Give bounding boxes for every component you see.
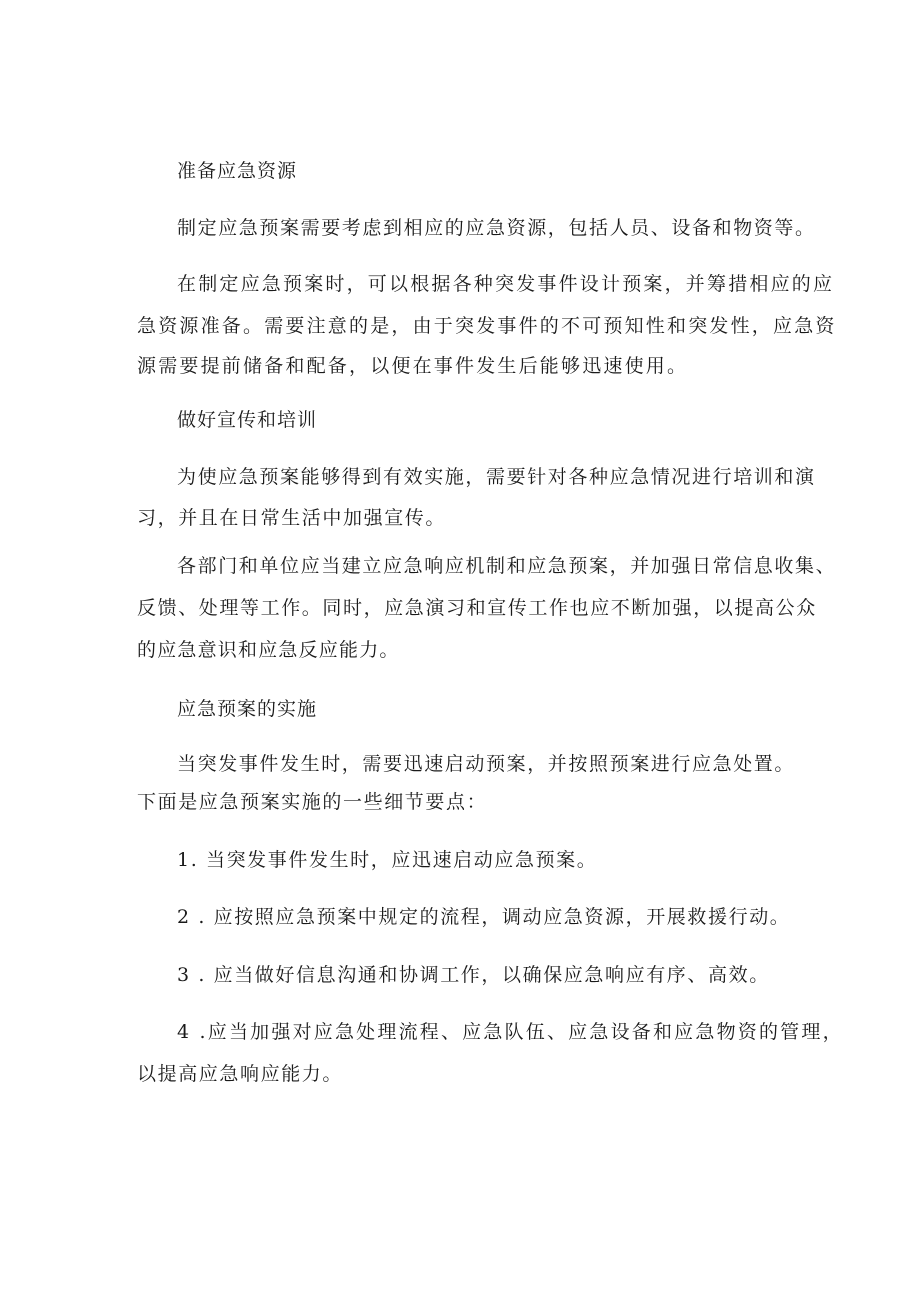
- paragraph-line: 急资源准备。需要注意的是，由于突发事件的不可预知性和突发性，应急资: [137, 315, 837, 337]
- list-item: 1. 当突发事件发生时，应迅速启动应急预案。: [177, 849, 598, 871]
- paragraph-line: 反馈、处理等工作。同时，应急演习和宣传工作也应不断加强，以提高公众: [137, 597, 817, 619]
- paragraph-line: 在制定应急预案时，可以根据各种突发事件设计预案，并筹措相应的应: [177, 273, 835, 295]
- paragraph-line: 制定应急预案需要考虑到相应的应急资源，包括人员、设备和物资等。: [177, 217, 816, 239]
- paragraph-line: 的应急意识和应急反应能力。: [137, 639, 400, 661]
- list-item: 3 . 应当做好信息沟通和协调工作，以确保应急响应有序、高效。: [177, 964, 770, 986]
- paragraph-line: 习，并且在日常生活中加强宣传。: [137, 507, 447, 529]
- paragraph-line: 各部门和单位应当建立应急响应机制和应急预案，并加强日常信息收集、: [177, 555, 837, 577]
- paragraph-line: 当突发事件发生时，需要迅速启动预案，并按照预案进行应急处置。: [177, 753, 796, 775]
- paragraph-line: 为使应急预案能够得到有效实施，需要针对各种应急情况进行培训和演: [177, 466, 816, 488]
- list-item: 4 .应当加强对应急处理流程、应急队伍、应急设备和应急物资的管理，: [177, 1021, 844, 1043]
- section-heading: 准备应急资源: [177, 160, 298, 182]
- list-item: 2 . 应按照应急预案中规定的流程，调动应急资源，开展救援行动。: [177, 906, 791, 928]
- paragraph-line: 下面是应急预案实施的一些细节要点：: [137, 791, 488, 813]
- list-item-continuation: 以提高应急响应能力。: [137, 1063, 344, 1085]
- section-heading: 应急预案的实施: [177, 698, 318, 720]
- paragraph-line: 源需要提前储备和配备，以便在事件发生后能够迅速使用。: [137, 355, 689, 377]
- section-heading: 做好宣传和培训: [177, 409, 318, 431]
